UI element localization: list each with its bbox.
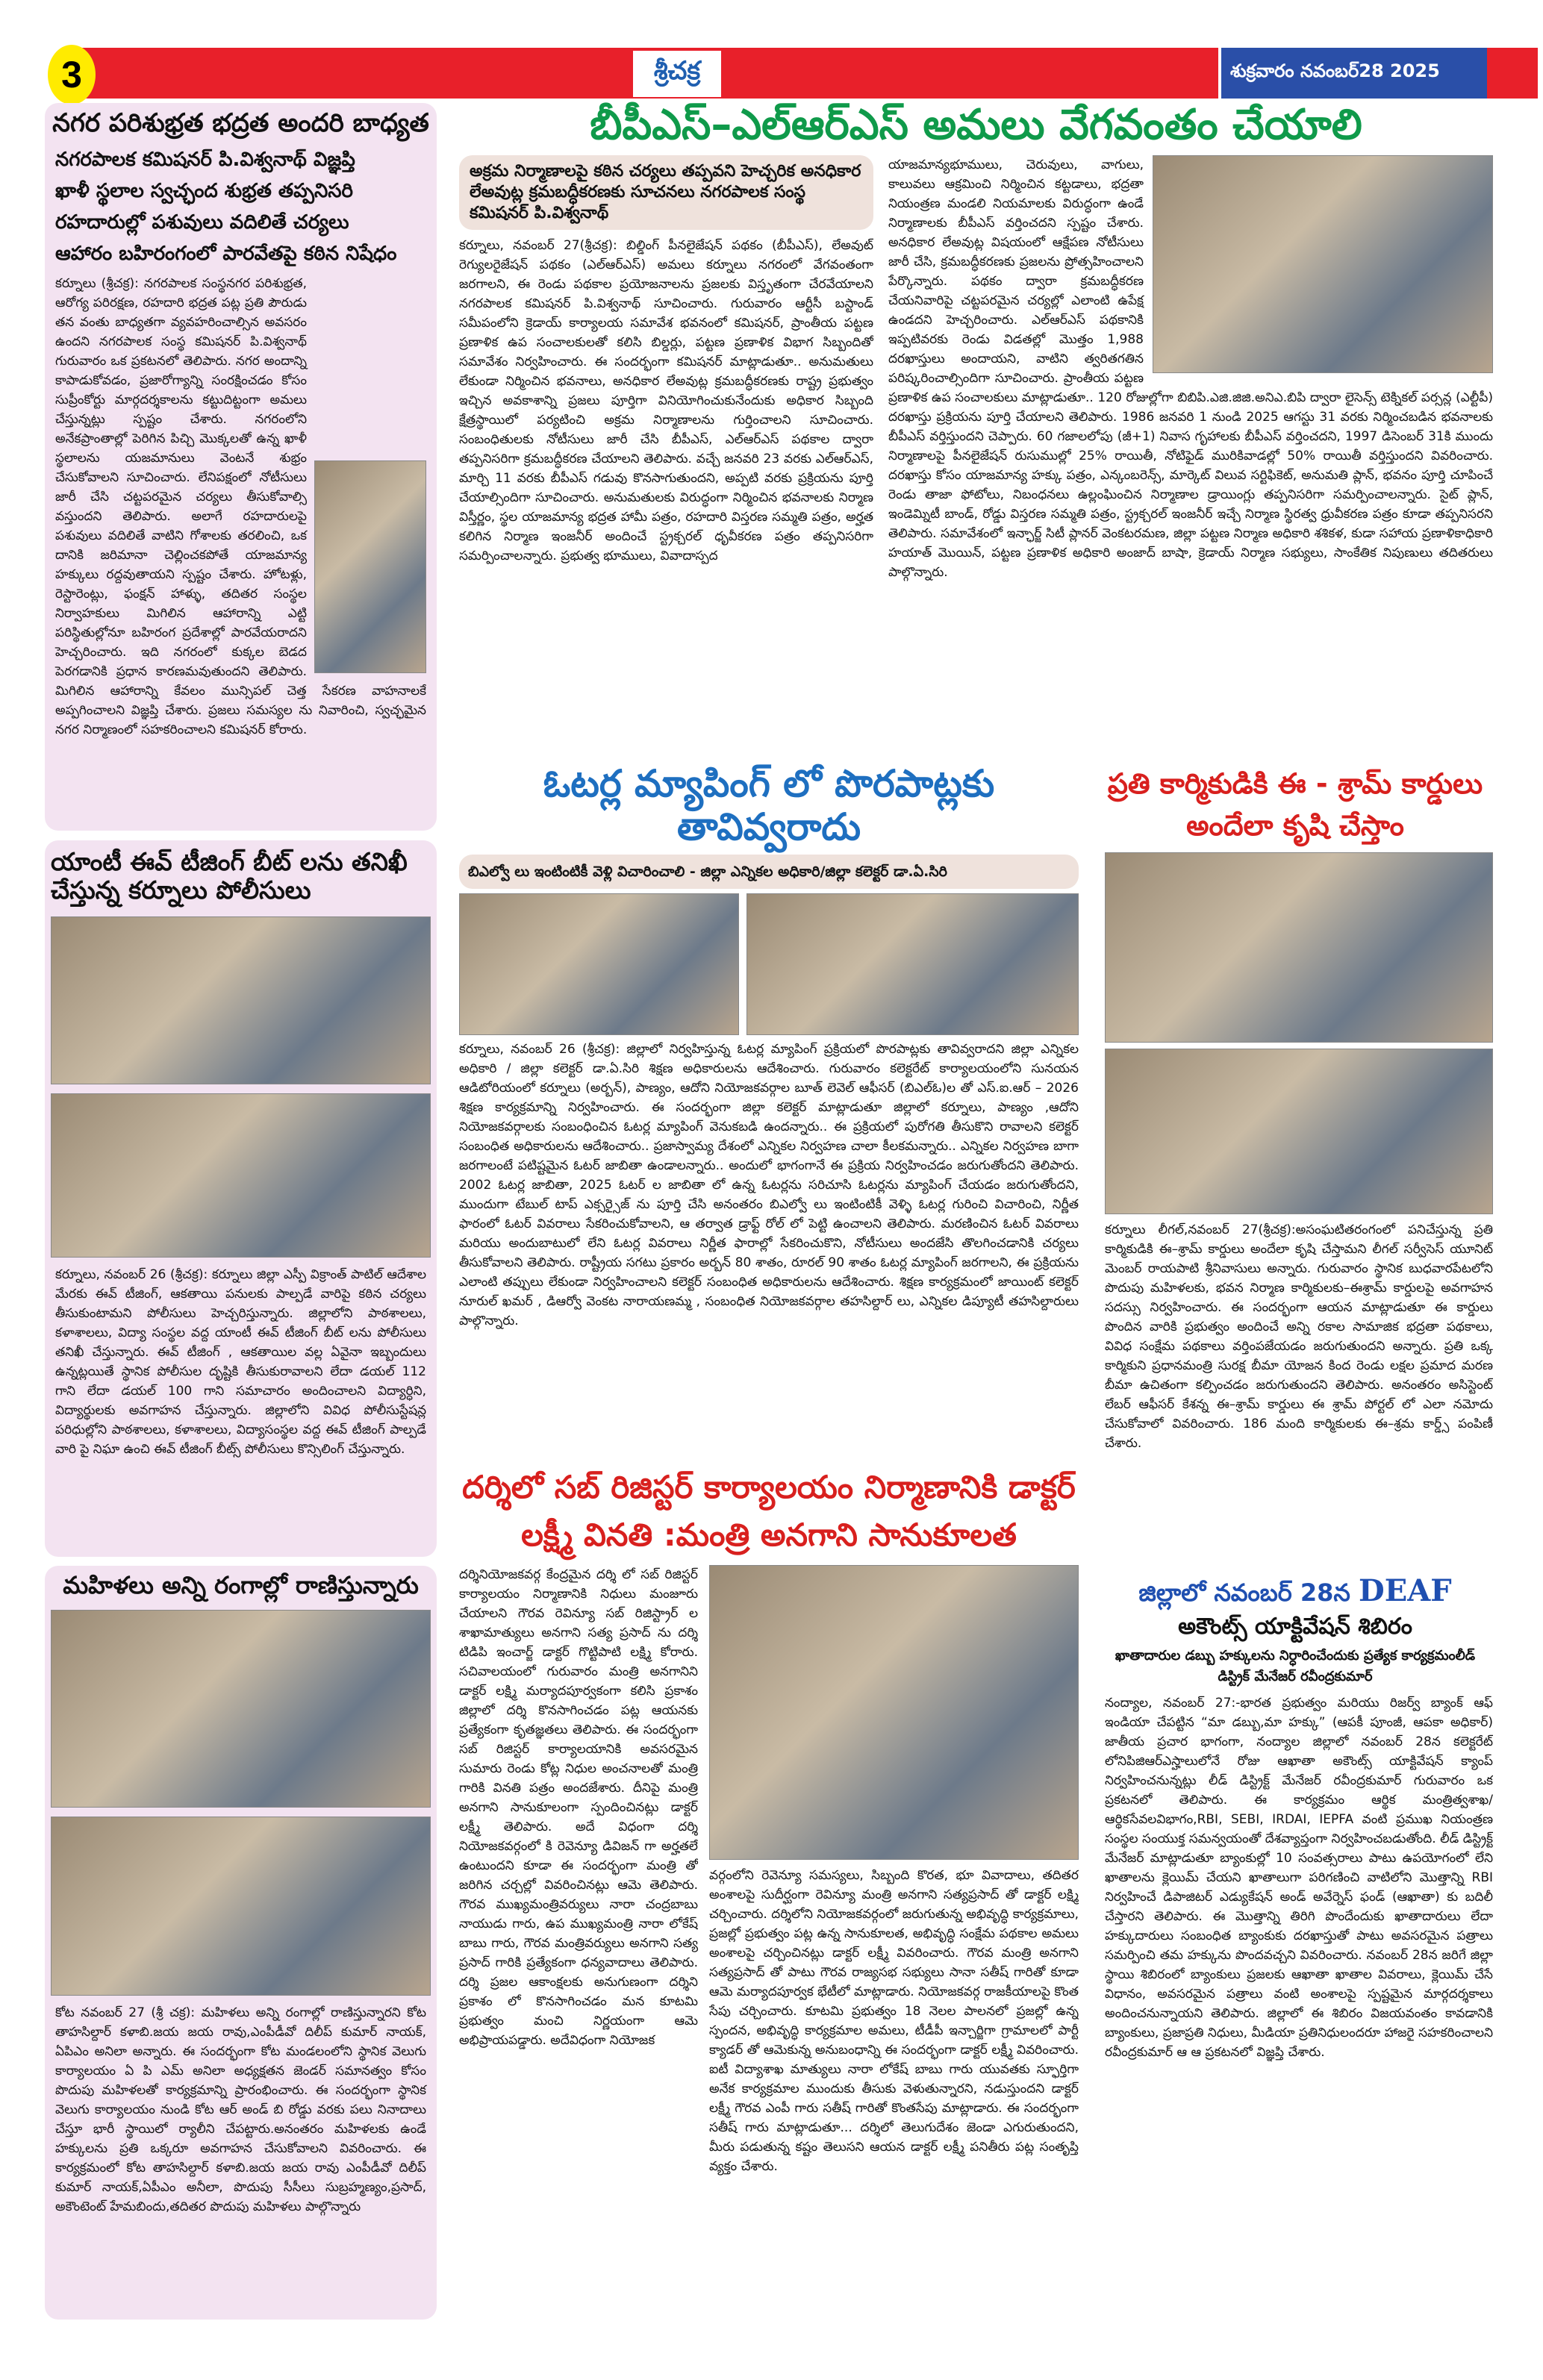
police-photo-1 bbox=[51, 916, 431, 1084]
headline: నగర పరిశుభ్రత భద్రత అందరి బాధ్యత bbox=[52, 108, 429, 138]
deaf-subhead: అకౌంట్స్ యాక్టివేషన్ శిబిరం bbox=[1178, 1613, 1412, 1640]
eshram-photo-1 bbox=[1105, 852, 1493, 1043]
meeting-photo bbox=[1153, 155, 1493, 373]
darshi-body-col1: దర్శినియోజకవర్గ కేంద్రమైన దర్శి లో సబ్ రిజిస్టర్ కార్యాలయం నిర్మాణానికి నిధులు మంజూరు చేయాలని గౌరవ రెవిన్యూ సబ్ రిజిస్ట్రార్ ల శాఖామాత్యులు అనగాని సత్య ప్రసాద్ ను దర్శి టిడిపి ఇంచార్జ్ డాక్టర్ గొట్టిపాటి లక్ష్మి కోరారు. సచివాలయంలో గురువారం మంత్రి అనగానిని డాక్టర్ లక్ష్మి మర్యాదపూర్వకంగా కలిసి ప్రకాశం జిల్లాలో దర్శి కొనసాగించడం పట్ల ఆయనకు ప్రత్యేకంగా కృతజ్ఞతలు తెలిపారు. ఈ సందర్భంగా సబ్ రిజిస్టర్ కార్యాలయానికి అవసరమైన సుమారు రెండు కోట్ల నిధుల అంచనాలతో మంత్రి గారికి వినతి పత్రం అందజేశారు. దీనిపై మంత్రి అనగాని సానుకూలంగా స్పందించినట్లు డాక్టర్ లక్ష్మీ తెలిపారు. అదే విధంగా దర్శి నియోజకవర్గంలో కి రెవెన్యూ డివిజన్ గా అర్హతలే ఉంటుందని కూడా ఈ సందర్భంగా మంత్రి తో జరిగిన చర్చల్లో వివరించినట్లు ఆమె తెలిపారు. గౌరవ ముఖ్యమంత్రివర్యులు నారా చంద్రబాబు నాయుడు గారు, ఉప ముఖ్యమంత్రి నారా లోకేష్ బాబు గారు, గౌరవ మంత్రివర్యులు అనగాని సత్య ప్రసాద్ గారికి ప్రత్యేకంగా ధన్యవాదాలు తెలిపారు. దర్శి ప్రజల ఆకాంక్షలకు అనుగుణంగా దర్శిని ప్రకాశం లో కొనసాగించడం మన కూటమి ప్రభుత్వం మంచి నిర్ణయంగా ఆమె అభిప్రాయపడ్డారు. అదేవిధంగా నియోజక bbox=[459, 1567, 698, 2048]
subhead: నగరపాలక కమిషనర్ పి.విశ్వనాథ్ విజ్ఞప్తి bbox=[55, 149, 355, 172]
article-body: కర్నూలు (శ్రీచక్ర): నగరపాలక సంస్థనగర పరిశుభ్రత, ఆరోగ్య పరిరక్షణ, రహదారి భద్రత పట్ల ప్రతి పౌరుడు తన వంతు బాధ్యతగా వ్యవహరించాల్సిన అవసరం ఉందని నగరపాలక సంస్థ కమిషనర్ పి.విశ్వనాథ్ గురువారం ఒక ప్రకటనలో తెలిపారు. నగర అందాన్ని కాపాడుకోవడం, ప్రజారోగ్యాన్ని సంరక్షించడం కోసం సుప్రీంకోర్టు మార్గదర్శకాలను కట్టుదిట్టంగా అమలు చేస్తున్నట్లు స్పష్టం చేశారు. నగరంలోని అనేకప్రాంతాల్లో పెరిగిన పిచ్చి మొక్కలతో ఉన్న ఖాళీ స్థలాలను యజమానులు వెంటనే శుభ్రం చేసుకోవాలని సూచించారు. లేనిపక్షంలో నోటీసులు జారీ చేసి చట్టపరమైన చర్యలు తీసుకోవాల్సి వస్తుందని తెలిపారు. అలాగే రహదారులపై పశువులు వదిలితే వాటిని గోశాలకు తరలించి, ఒక దానికి జరిమానా చెల్లించకపోతే యాజమాన్య హక్కులు రద్దవుతాయని స్పష్టం చేశారు. హోటళ్లు, రెస్టారెంట్లు, ఫంక్షన్ హాళ్ళు, తదితర సంస్థల నిర్వాహకులు మిగిలిన ఆహారాన్ని ఎట్టి పరిస్థితుల్లోనూ బహిరంగ ప్రదేశాల్లో పారవేయరాదని హెచ్చరించారు. ఇది నగరంలో కుక్కల బెడద పెరగడానికి ప్రధాన కారణమవుతుందని తెలిపారు. మిగిలిన ఆహారాన్ని కేవలం మున్సిపల్ చెత్త సేకరణ వాహనాలకే అప్పగించాలని విజ్ఞప్తి చేశారు. ప్రజలు సమస్యల ను నివారించి, స్వచ్ఛమైన నగర నిర్మాణంలో సహకరించాలని కమిషనర్ కోరారు. bbox=[55, 276, 426, 738]
article-body: కోట నవంబర్ 27 (శ్రీ చక్ర): మహిళలు అన్ని రంగాల్లో రాణిస్తున్నారని కోట తాహసిల్దార్ కళాబి.జయ జయ రావు,ఎంపీడీవో దిలీప్ కుమార్ నాయక్, ఏపిఎం అనిలా అన్నారు. ఈ సందర్భంగా కోట మండలంలోని స్థానిక వెలుగు కార్యాలయం ఏ పి ఎమ్ అనిలా అధ్యక్షతన జెండర్ సమానత్వం కోసం పొదుపు మహిళలతో కార్యక్రమాన్ని ప్రారంభించారు. ఈ సందర్భంగా స్థానిక వెలుగు కార్యాలయం నుండి కోట ఆర్ అండ్ బి రోడ్డు వరకు పలు నినాదాలు చేస్తూ భారీ స్థాయిలో ర్యాలీని చేపట్టారు.అనంతరం మహిళలకు ఉండే హక్కులను ప్రతి ఒక్కరూ అవగాహన చేసుకోవాలని వివరించారు. ఈ కార్యక్రమంలో కోట తాహసిల్దార్ కళాబి.జయ జయ రావు ఎంపీడీవో దిలీప్ కుమార్ నాయక్,ఏపీఎం అనీలా, పొదుపు సీసీలు సుబ్రహ్మణ్యం,ప్రసాద్, అకౌంటెంట్ హేమబిందు,తదితర పొదుపు మహిళలు పాల్గొన్నారు bbox=[55, 2005, 426, 2214]
story-women bbox=[45, 1566, 437, 2320]
rally-photo-1 bbox=[51, 1610, 431, 1808]
lead-summary: అక్రమ నిర్మాణాలపై కఠిన చర్యలు తప్పవని హెచ్చరిక అనధికార లేఅవుట్ల క్రమబద్ధీకరణకు సూచనలు నగరపాలక సంస్థ కమిషనర్ పి.విశ్వనాథ్ bbox=[459, 155, 873, 230]
training-photo-1 bbox=[459, 893, 739, 1035]
lead-story bbox=[459, 101, 1493, 751]
eshram-body: కర్నూలు లీగల్,నవంబర్ 27(శ్రీచక్ర):అసంఘటితరంగంలో పనిచేస్తున్న ప్రతి కార్మికుడికి ఈ–శ్రామ్ కార్డులు అందేలా కృషి చేస్తామని లీగల్ సర్వీసెస్ యూనిట్ మెంబర్ రాయపాటి శ్రీనివాసులు అన్నారు. గురువారం స్థానిక బుధవారపేటలోని పొదుపు మహిళలకు, భవన నిర్మాణ కార్మికులకు–ఈశ్రామ్ కార్డులపై అవగాహన సదస్సు నిర్వహించారు. ఈ సందర్భంగా ఆయన మాట్లాడుతూ ఈ కార్డులు పొందిన వారికి ప్రభుత్వం అందించే అన్ని రకాల సామాజిక భద్రతా పథకాలు, వివిధ సంక్షేమ పథకాలు వర్తింపజేయడం జరుగుతుందని అన్నారు. ప్రతి ఒక్క కార్మికుని ప్రధానమంత్రి సురక్ష బీమా యోజన కింద రెండు లక్షల ప్రమాద మరణ బీమా ఉచితంగా కల్పించడం జరుగుతుందని తెలిపారు. అనంతరం అసిస్టెంట్ లేబర్ ఆఫీసర్ కేశన్న ఈ–శ్రామ్ కార్డులు ఈ శ్రామ్ పోర్టల్ లో ఎలా నమోదు చేసుకోవాలో వివరించారు. 186 మంది కార్మికులకు ఈ–శ్రమ కార్డ్స్ పంపిణీ చేశారు. bbox=[1105, 1222, 1493, 1451]
eshram-headline: ప్రతి కార్మికుడికి ఈ - శ్రామ్ కార్డులు అందేలా కృషి చేస్తాం bbox=[1107, 767, 1483, 842]
article-body: కర్నూలు, నవంబర్ 26 (శ్రీచక్ర): కర్నూలు జిల్లా ఎస్పీ విక్రాంత్ పాటిల్ ఆదేశాల మేరకు ఈవ్ టీజింగ్, ఆకతాయి పనులకు పాల్పడే వారిపై కఠిన చర్యలు తీసుకుంటామని పోలీసులు హెచ్చరిస్తున్నారు. జిల్లాలోని పాఠశాలలు, కళాశాలలు, విద్యా సంస్థల వద్ద యాంటీ ఈవ్ టీజింగ్ బీట్ లను పోలీసులు తనిఖీ చేస్తున్నారు. ఈవ్ టీజింగ్ , ఆకతాయిల వల్ల ఏవైనా ఇబ్బందులు ఉన్నట్లయితే స్థానిక పోలీసుల దృష్టికి తీసుకురావాలని లేదా డయల్ 112 గాని లేదా డయల్ 100 గాని సమాచారం అందించాలని విద్యార్ధిని, విద్యార్థులకు అవగాహన చేస్తున్నారు. జిల్లాలోని వివిధ పోలీసుస్టేషన్ల పరిధుల్లోని పాఠశాలలు, కళాశాలలు, విద్యాసంస్థల వద్ద ఈవ్ టీజింగ్ పాల్పడే వారి పై నిఘా ఉంచి ఈవ్ టీజింగ్ బీట్స్ పోలీసులు కొన్సిలింగ్ చేస్తున్నారు. bbox=[55, 1266, 426, 1457]
minister-meeting-photo bbox=[709, 1565, 1079, 1860]
voter-subtitle: బిఎల్వో లు ఇంటింటికీ వెళ్లి విచారించాలి - జిల్లా ఎన్నికల అధికారి/జిల్లా కలెక్టర్ డా.ఏ.సిరి bbox=[459, 855, 1079, 889]
newspaper-logo: శ్రీచక్ర bbox=[633, 51, 721, 97]
voter-headline: ఓటర్ల మ్యాపింగ్ లో పొరపాట్లకు తావివ్వరాదు bbox=[543, 762, 995, 849]
subhead: ఖాళీ స్థలాల స్వచ్ఛంద శుభ్రత తప్పనిసరి bbox=[55, 180, 353, 203]
lead-headline: బీపీఎస్–ఎల్ఆర్ఎస్ అమలు వేగవంతం చేయాలి bbox=[590, 101, 1362, 149]
darshi-body-col2: వర్గంలోని రెవెన్యూ సమస్యలు, సిబ్బంది కొరత, భూ వివాదాలు, తదితర అంశాలపై సుదీర్ఘంగా రెవిన్యూ మంత్రి అనగాని సత్యప్రసాద్ తో డాక్టర్ లక్ష్మి చర్చించారు. దర్శిలోని నియోజకవర్గంలో జరుగుతున్న అభివృద్ధి కార్యక్రమాలు, ప్రజల్లో ప్రభుత్వం పట్ల ఉన్న సానుకూలత, అభివృద్ధి సంక్షేమ పథకాల అమలు అంశాలపై చర్చించినట్లు డాక్టర్ లక్ష్మీ వివరించారు. గౌరవ మంత్రి అనగాని సత్యప్రసాద్ తో పాటు గౌరవ రాజ్యసభ సభ్యులు సానా సతీష్ గారితో కూడా ఆమె మర్యాదపూర్వక భేటీలో మాట్లాడారు. నియోజకవర్గ రాజకీయాలపై కొంత సేపు చర్చించారు. కూటమి ప్రభుత్వం 18 నెలల పాలనలో ప్రజల్లో ఉన్న స్పందన, అభివృద్ధి కార్యక్రమాల అమలు, టీడీపీ ఇన్చార్జిగా గ్రామాలలో పార్టీ క్యాడర్ తో ఆమెకున్న అనుబంధాన్ని ఈ సందర్భంగా డాక్టర్ లక్ష్మీ వివరించారు. ఐటీ విద్యాశాఖ మాత్యులు నారా లోకేష్ బాబు గారు యువతకు స్ఫూర్తిగా అనేక కార్యక్రమాల ముందుకు తీసుకు వెళుతున్నారని, నడుస్తుందని డాక్టర్ లక్ష్మీ గౌరవ ఎంపీ గారు సతీష్ గారితో కొంతసేపు మాట్లాడారు. ఈ సందర్భంగా సతీష్ గారు మాట్లాడుతూ... దర్శిలో తెలుగుదేశం జెండా ఎగురుతుందని, మీరు పడుతున్న కష్టం తెలుసని ఆయన డాక్టర్ లక్ష్మీ పనితీరు పట్ల సంతృప్తి వ్యక్తం చేశారు. bbox=[709, 1868, 1079, 2174]
police-photo-2 bbox=[51, 1093, 431, 1258]
subhead: ఆహారం బహిరంగంలో పారవేతపై కఠిన నిషేధం bbox=[55, 243, 397, 266]
lead-body-col2: యాజమాన్యభూములు, చెరువులు, వాగులు, కాలువలు ఆక్రమించి నిర్మించిన కట్టడాలు, భద్రతా నియంత్రణ మండలి నియమాలకు విరుద్ధంగా ఉండే నిర్మాణాలకు బీపీఎస్ వర్తించదని స్పష్టం చేశారు. అనధికార లేఅవుట్ల విషయంలో ఆక్షేపణ నోటీసులు జారీ చేసి, క్రమబద్ధీకరణకు ప్రజలను ప్రోత్సహించాలని పేర్కొన్నారు. పథకం ద్వారా క్రమబద్ధీకరణ చేయనివారిపై చట్టపరమైన చర్యల్లో ఎలాంటి ఉపేక్ష ఉండదని హెచ్చరించారు. ఎల్ఆర్ఎస్ పథకానికి ఇప్పటివరకు రెండు విడతల్లో మొత్తం 1,988 దరఖాస్తులు అందాయని, వాటిని త్వరితగతిన పరిష్కరించాల్సిందిగా సూచించారు. ప్రాంతీయ పట్టణ ప్రణాళిక ఉప సంచాలకులు మాట్లాడుతూ.. 120 రోజుల్లోగా బిబిపి.ఎజి.జిజి.అనిఎ.బిపి ద్వారా లైసెన్స్ టెక్నికల్ పర్సన్ల (ఎల్టీపీ) దరఖాస్తు ప్రక్రియను పూర్తి చేయాలని తెలిపారు. 1986 జనవరి 1 నుండి 2025 ఆగస్టు 31 వరకు నిర్మించబడిన భవనాలకు బీపీఎస్ వర్తిస్తుందని చెప్పారు. 60 గజాలలోపు (జీ+1) నివాస గృహాలకు బీపీఎస్ వర్తించదని, 1997 డిసెంబర్ 31కి ముందు నిర్మాణాలపై పీనలైజేషన్ రుసుముల్లో 25% రాయితీ, నోటిఫైడ్ మురికివాడల్లో 50% రాయితీ వర్తిస్తుందని వివరించారు. దరఖాస్తు కోసం యాజమాన్య హక్కు పత్రం, ఎన్కంబరెన్స్, మార్కెట్ విలువ సర్టిఫికెట్, అనుమతి ప్లాన్, భవనం పూర్తి చూపించే రెండు తాజా ఫోటోలు, నిబంధనలు ఉల్లంఘించిన నిర్మాణాల డ్రాయింగ్లు తప్పనిసరిగా సమర్పించాలన్నారు. సైట్ ప్లాన్, ఇండెమ్నిటీ బాండ్, రోడ్డు విస్తరణ సమ్మతి పత్రం, స్ట్రక్చరల్ ఇంజనీర్ ఇచ్చే నిర్మాణ స్థిరత్వ ధ్రువీకరణ పత్రం కూడా తప్పనిసరని తెలిపారు. సమావేశంలో ఇన్ఛార్జ్ సిటీ ప్లానర్ వెంకటరమణ, జిల్లా పట్టణ నిర్మాణ అధికారి శశికళ, కుడా సహాయ ప్రణాళికాధికారి హయాత్ మొయిన్, పట్టణ ప్రణాళిక అధికారి అంజాద్ బాషా, క్రెడాయ్ నిర్మాణ సభ్యులు, సాంకేతిక నిపుణులు తదితరులు పాల్గొన్నారు. bbox=[888, 155, 1493, 751]
deaf-headline: జిల్లాలో నవంబర్ 28న DEAF bbox=[1138, 1572, 1452, 1608]
right-column bbox=[1097, 763, 1493, 2320]
headline: మహిళలు అన్ని రంగాల్లో రాణిస్తున్నారు bbox=[63, 1571, 419, 1599]
eshram-photo-2 bbox=[1105, 1049, 1493, 1214]
page-number: 3 bbox=[48, 45, 96, 104]
issue-date: శుక్రవారం నవంబర్28 2025 bbox=[1218, 48, 1487, 99]
deaf-body: నంద్యాల, నవంబర్ 27:-భారత ప్రభుత్వం మరియు రిజర్వ్ బ్యాంక్ ఆఫ్ ఇండియా చేపట్టిన “మా డబ్బు,మా హక్కు” (ఆపకీ పూంజీ, ఆపకా అధికార్) జాతీయ ప్రచార భాగంగా, నంద్యాల జిల్లాలో నవంబర్ 28న కలెక్టరేట్ లోనిపిజిఆర్ఎస్హాలులోనే రోజు ఆఖాతా అకౌంట్స్ యాక్టివేషన్ క్యాంప్ నిర్వహించనున్నట్లు లీడ్ డిస్ట్రిక్ట్ మేనేజర్ రవీంద్రకుమార్ గురువారం ఒక ప్రకటనలో తెలిపారు. ఈ కార్యక్రమం ఆర్థిక మంత్రిత్వశాఖ/ఆర్థికసేవలవిభాగం,RBI, SEBI, IRDAI, IEPFA వంటి ప్రముఖ నియంత్రణ సంస్థల సంయుక్త సమన్వయంతో దేశవ్యాప్తంగా నిర్వహించబడుతోంది. లీడ్ డిస్ట్రిక్ట్ మేనేజర్ మాట్లాడుతూ బ్యాంకుల్లో 10 సంవత్సరాలు పాటు ఉపయోగంలో లేని ఖాతాలను క్లెయిమ్ చేయని ఖాతాలుగా పరిగణించి వాటిలోని మొత్తాన్ని RBI నిర్వహించే డిపాజిటర్ ఎడ్యుకేషన్ అండ్ అవేర్నెస్ ఫండ్ (ఆఖాతా) కు బదిలీ చేస్తారని తెలిపారు. ఈ మొత్తాన్ని తిరిగి పొందేందుకు ఖాతాదారులు లేదా హక్కుదారులు సంబంధిత బ్యాంకుకు దరఖాస్తుతో పాటు అవసరమైన పత్రాలు సమర్పించి తమ హక్కును పొందవచ్చని వివరించారు. నవంబర్ 28న జరిగే జిల్లా స్థాయి శిబిరంలో బ్యాంకులు ప్రజలకు ఆఖాతా ఖాతాల వివరాలు, క్లెయిమ్ చేసే విధానం, అవసరమైన పత్రాలు వంటి అంశాలపై స్పష్టమైన మార్గదర్శకాలు అందించనున్నాయని తెలిపారు. జిల్లాలో ఈ శిబిరం విజయవంతం కావడానికి బ్యాంకులు, ప్రజాప్రతి నిధులు, మీడియా ప్రతినిధులందరూ హాజరై సహకరించాలని రవీంద్రకుమార్ ఆ ఆ ప్రకటనలో విజ్ఞప్తి చేశారు. bbox=[1105, 1696, 1493, 2061]
deaf-subtitle: ఖాతాదారుల డబ్బు హక్కులను నిర్ధారించేందుకు ప్రత్యేక కార్యక్రమంలీడ్ డిస్ట్రిక్ మేనేజర్ రవీంద్రకుమార్ bbox=[1115, 1648, 1476, 1685]
subhead: రహదారుల్లో పశువులు వదిలితే చర్యలు bbox=[55, 211, 349, 234]
training-photo-2 bbox=[746, 893, 1079, 1035]
headline: యాంటీ ఈవ్ టీజింగ్ బీట్ లను తనిఖీ చేస్తున్న కర్నూలు పోలీసులు bbox=[51, 847, 408, 905]
center-lower bbox=[459, 763, 1079, 2320]
lead-body-col1: కర్నూలు, నవంబర్ 27(శ్రీచక్ర): బిల్డింగ్ పీనలైజేషన్ పథకం (బీపీఎస్), లేఅవుట్ రెగ్యులరైజేషన్ పథకం (ఎల్ఆర్ఎస్) అమలు కర్నూలు నగరంలో వేగవంతంగా జరగాలని, ఈ రెండు పథకాల ప్రయోజనాలను ప్రజలకు విస్తృతంగా చేరవేయాలని నగరపాలక కమిషనర్ పి.విశ్వనాథ్ సూచించారు. గురువారం ఆర్టీసీ బస్టాండ్ సమీపంలోని క్రెడాయ్ కార్యాలయ సమావేశ భవనంలో కమిషనర్, ప్రాంతీయ పట్టణ ప్రణాళిక ఉప సంచాలకులతో కలిసి బిల్డర్లు, పట్టణ ప్రణాళిక విభాగ సిబ్బందితో సమావేశం నిర్వహించారు. ఈ సందర్భంగా కమిషనర్ మాట్లాడుతూ.. అనుమతులు లేకుండా నిర్మించిన భవనాలు, అనధికార లేఅవుట్ల క్రమబద్ధీకరణకు రాష్ట్ర ప్రభుత్వం ఇచ్చిన అవకాశాన్ని ప్రజలు పూర్తిగా వినియోగించుకునేందుకు అధికార సిబ్బంది క్షేత్రస్థాయిలో పర్యటించి అక్రమ నిర్మాణాలను గుర్తించాలని సూచించారు. సంబంధితులకు నోటీసులు జారీ చేసి బీపీఎస్, ఎల్ఆర్ఎస్ పథకాల ద్వారా తప్పనిసరిగా క్రమబద్ధీకరణ చేయాలని తెలిపారు. వచ్చే జనవరి 23 వరకు ఎల్ఆర్ఎస్, మార్చి 11 వరకు బీపీఎస్ గడువు కొనసాగుతుందని, అప్పటి వరకు ప్రక్రియను పూర్తి చేయాల్సిందిగా సూచించారు. అనుమతులకు విరుద్ధంగా నిర్మించిన భవనాలకు నిర్మాణ విస్తీర్ణం, స్థల యాజమాన్య భద్రత హామీ పత్రం, రహదారి విస్తరణ సమ్మతి పత్రం, అర్హత కలిగిన నిర్మాణ ఇంజనీర్ అందించే స్ట్రక్చరల్ ధృవీకరణ పత్రం తప్పనిసరిగా సమర్పించాలన్నారు. ప్రభుత్వ భూములు, వివాదాస్పద bbox=[459, 238, 873, 564]
story-anti-eve-teasing bbox=[45, 840, 437, 1557]
story-cleanliness bbox=[45, 103, 437, 831]
voter-body: కర్నూలు, నవంబర్ 26 (శ్రీచక్ర): జిల్లాలో నిర్వహిస్తున్న ఓటర్ల మ్యాపింగ్ ప్రక్రియలో పొరపాట్లకు తావివ్వరాదని జిల్లా ఎన్నికల అధికారి / జిల్లా కలెక్టర్ డా.ఏ.సిరి శిక్షణ అధికారులను ఆదేశించారు. గురువారం కలెక్టరేట్ కార్యాలయంలోని సునయన ఆడిటోరియంలో కర్నూలు (అర్బన్), పాణ్యం, ఆదోని నియోజకవర్గాల బూత్ లెవెల్ ఆఫీసర్ (బిఎల్ఓ)ల తో ఎస్.ఐ.ఆర్ – 2026 శిక్షణ కార్యక్రమాన్ని నిర్వహించారు. ఈ సందర్భంగా జిల్లా కలెక్టర్ మాట్లాడుతూ జిల్లాలో కర్నూలు, పాణ్యం ,ఆదోని నియోజకవర్గాలకు సంబంధించిన ఓటర్ల మ్యాపింగ్ వెనుకబడి ఉందన్నారు.. ఈ ప్రక్రియలో పురోగతి తీసుకొని రావాలని కలెక్టర్ సంబంధిత అధికారులను ఆదేశించారు.. ప్రజాస్వామ్య దేశంలో ఎన్నికల నిర్వహణ చాలా కీలకమన్నారు.. ఎన్నికల నిర్వహణ బాగా జరగాలంటే పటిష్టమైన ఓటర్ జాబితా ఉండాలన్నారు.. అందులో భాగంగానే ఈ ప్రక్రియ నిర్వహించడం జరుగుతోందని తెలిపారు. 2002 ఓటర్ల జాబితా, 2025 ఓటర్ ల జాబితా లో ఉన్న ఓటర్లను సరిచూసి ఓటర్లను మ్యాపింగ్ చేయడం జరుగుతోందని, ముందుగా టేబుల్ టాప్ ఎక్సర్సైజ్ ను పూర్తి చేసి అనంతరం బిఎల్వో లు ఇంటింటికీ వెళ్ళి ఓటర్ల గురించి విచారించి, నిర్ణీత ఫారంలో ఓటర్ వివరాలు సేకరించుకోవాలని, ఆ తర్వాత డ్రాఫ్ట్ రోల్ లో పెట్టి ఉంచాలని తెలిపారు. మరణించిన ఓటర్ వివరాలు మరియు అందుబాటులో లేని ఓటర్ల వివరాలు నిర్ణీత ఫారాల్లో సేకరించుకొని, నోటీసులు అందజేసి తొలగించడానికి చర్యలు తీసుకోవాలని తెలిపారు. రాష్ట్రీయ సగటు ప్రకారం అర్బన్ 80 శాతం, రూరల్ 90 శాతం ఓటర్ల మ్యాపింగ్ జరగాలని, ఈ ప్రక్రియను ఎలాంటి తప్పులు లేకుండా నిర్వహించాలని కలెక్టర్ సంబంధిత అధికారులను ఆదేశించారు. శిక్షణ కార్యక్రమంలో జాయింట్ కలెక్టర్ నూరుల్ ఖమర్ , డిఆర్వో వెంకట నారాయణమ్మ , సంబంధిత నియోజకవర్గాల తహసిల్దార్ లు, ఎన్నికల డిప్యూటీ తహసిల్దారులు పాల్గొన్నారు. bbox=[459, 1042, 1079, 1328]
commissioner-photo bbox=[314, 460, 426, 673]
darshi-headline: దర్శిలో సబ్ రిజిస్టర్ కార్యాలయం నిర్మాణానికి డాక్టర్ లక్ష్మీ వినతి :మంత్రి అనగాని సానుకూలత bbox=[462, 1469, 1076, 1553]
rally-photo-2 bbox=[51, 1817, 431, 1996]
